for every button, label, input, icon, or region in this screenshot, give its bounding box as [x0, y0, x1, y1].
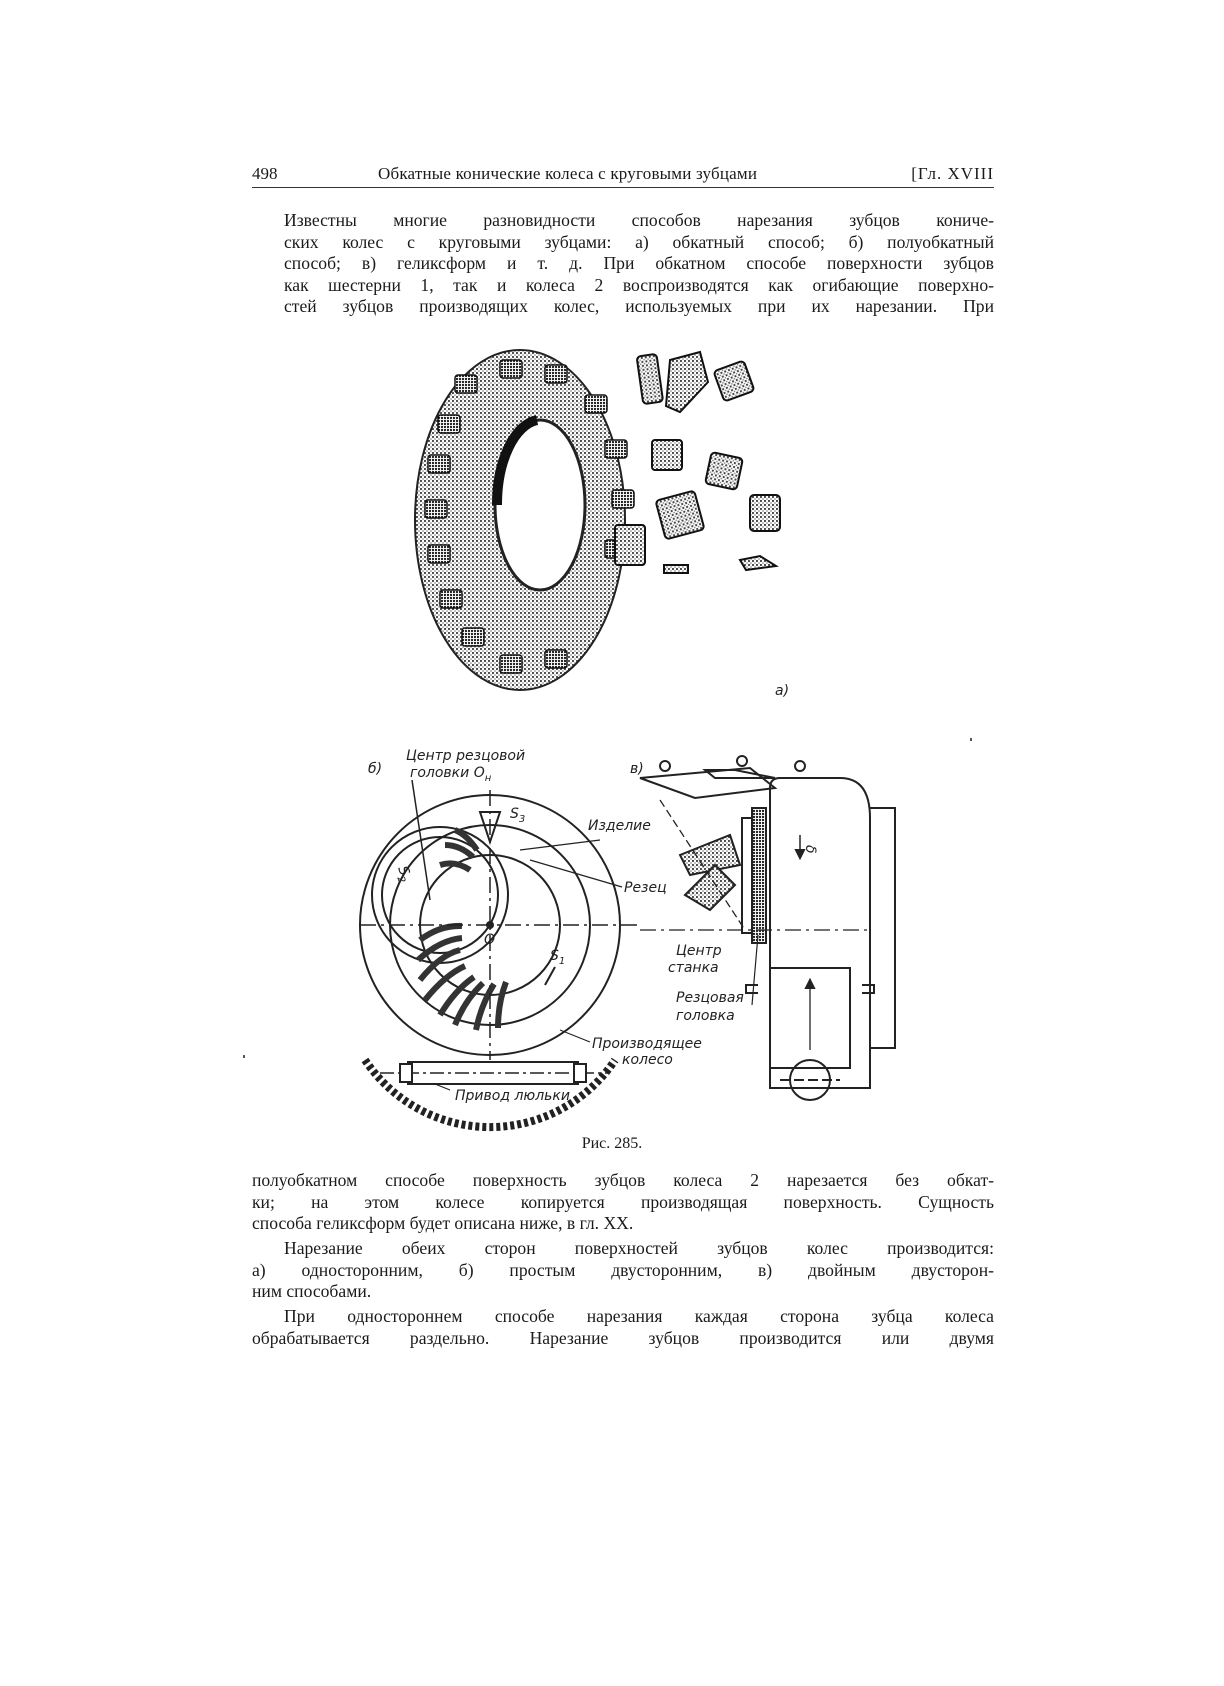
text-line: Известны многие разновидности способов нарезания зубцов кониче- [284, 210, 994, 230]
paragraph-2 [252, 1170, 994, 1235]
figure-label-b: б) [368, 761, 383, 777]
center-label-2 [410, 765, 492, 784]
text-line: как шестерни 1, так и колеса 2 воспроизводятся как огибающие поверхно- [284, 274, 994, 295]
label-rezets: Резец [624, 880, 667, 896]
label-s2 [391, 864, 414, 885]
text-line: ним способами. [252, 1281, 372, 1302]
label-proizv-1: Производящее [592, 1036, 702, 1052]
label-rezts-gol-1: Резцовая [676, 990, 744, 1006]
label-delta: δ [802, 845, 818, 854]
center-label-1: Центр резцовой [406, 748, 526, 764]
figure-caption: Рис. 285. [581, 1135, 643, 1152]
figure-label-a: а) [775, 683, 790, 699]
text-line: полуобкатном способе поверхность зубцов колеса 2 нарезается без обкат- [252, 1170, 994, 1190]
center-label-sub: н [484, 773, 492, 784]
scan-speck [970, 738, 972, 741]
text-line: ки; на этом колесе копируется производящая поверхность. Сущность [252, 1191, 994, 1212]
label-s2-sub: 2 [394, 874, 407, 885]
label-s1-sub: 1 [558, 956, 566, 967]
text-line: стей зубцов производящих колес, используемых при их нарезании. При [284, 296, 994, 317]
chapter-label: [Гл. XVIII [911, 164, 994, 183]
paragraph-3 [252, 1238, 994, 1303]
label-s2-text: S [394, 863, 413, 878]
text-line: а) односторонним, б) простым двусторонним, в) двойным двусторон- [252, 1259, 994, 1280]
label-s3 [510, 806, 525, 825]
paragraph-4 [252, 1306, 994, 1349]
text-line: способа геликсформ будет описана ниже, в гл. XX. [252, 1213, 634, 1234]
text-line: ских колес с круговыми зубцами: а) обкатный способ; б) полуобкатный [284, 231, 994, 252]
label-rezts-gol-2: головка [676, 1008, 735, 1024]
text-line: обрабатывается раздельно. Нарезание зубцов производится или двумя [252, 1327, 994, 1348]
cutter-head-photo [415, 350, 789, 699]
text-line: При одностороннем способе нарезания каждая сторона зубца колеса [284, 1306, 994, 1326]
figure-label-v: в) [630, 761, 644, 777]
label-s1-text: S [550, 948, 559, 964]
label-s1 [550, 948, 565, 967]
text-line: способ; в) геликсформ и т. д. При обкатном способе поверхности зубцов [284, 253, 994, 274]
center-label-2-text: головки O [410, 765, 485, 781]
label-s3-sub: 3 [518, 814, 526, 825]
label-tsentr-2: станка [668, 960, 719, 976]
label-proizv-2: колесо [622, 1052, 673, 1068]
label-tsentr-1: Центр [676, 943, 722, 959]
text-line: Нарезание обеих сторон поверхностей зубцов колес производится: [284, 1238, 994, 1258]
scan-speck [243, 1055, 245, 1058]
label-s3-text: S [510, 806, 519, 822]
label-o: O [484, 932, 496, 948]
running-title: Обкатные конические колеса с круговыми зубцами [378, 164, 758, 183]
page-number: 498 [252, 164, 278, 183]
label-privod: Привод люльки [455, 1088, 570, 1104]
label-izdelie: Изделие [588, 818, 651, 834]
